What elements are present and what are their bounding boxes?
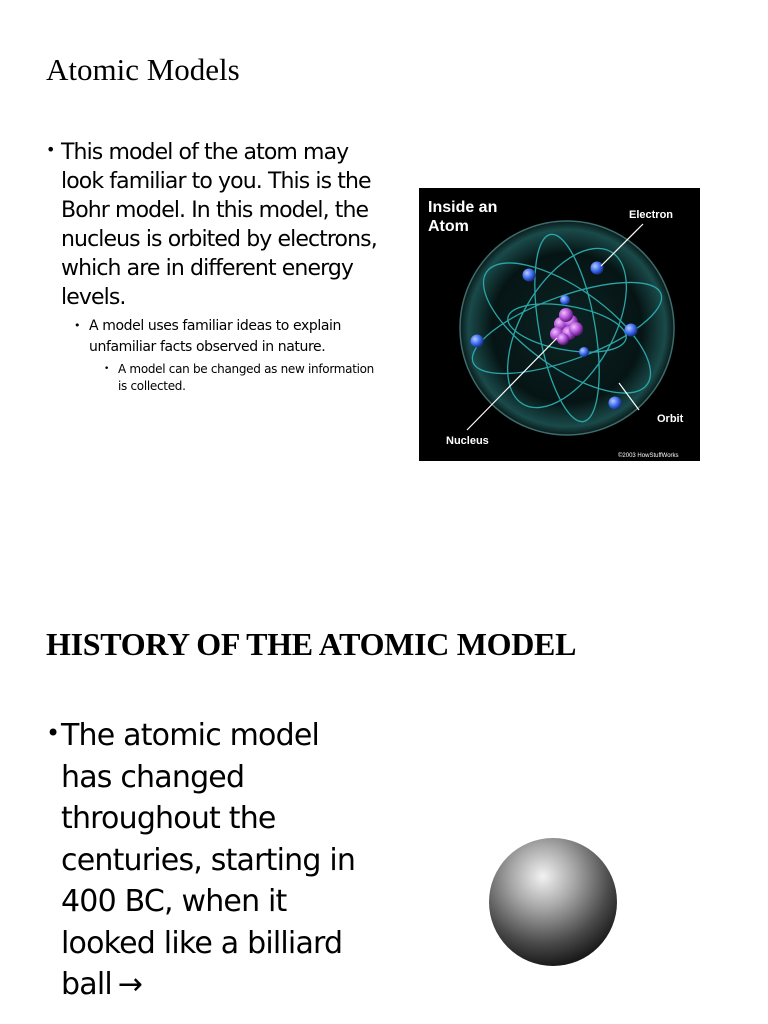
figure-credit: ©2003 HowStuffWorks [618,453,679,459]
slide-title: HISTORY OF THE ATOMIC MODEL [46,626,577,662]
bullet-history-text: The atomic model has changed throughout the centuries, starting in 400 BC, when it looked like a billiard ball [61,718,356,1002]
bullet-bohr-model: • This model of the atom may look familiar to you. This is the Bohr model. In this model, the nucleus is orbited by electrons, which are in different energy levels. [46,138,386,312]
label-orbit: Orbit [657,413,684,425]
sub-bullet-model-definition: • A model uses familiar ideas to explain unfamiliar facts observed in nature. [74,316,386,357]
slide-history-atomic-model [0,512,768,1024]
bullet-list [46,715,366,1006]
figure-title-line2: Atom [428,218,469,235]
bohr-atom-illustration [419,188,700,461]
right-arrow-icon: → [117,967,143,1002]
label-nucleus: Nucleus [446,435,489,447]
slide-title: Atomic Models [46,52,240,87]
bullet-list [46,138,386,395]
ball-sphere [489,838,617,966]
label-electron: Electron [629,209,674,221]
sub-sub-bullet-model-change: • A model can be changed as new information is collected. [104,361,386,395]
figure-title-line1: Inside an [428,199,498,216]
bullet-history [46,715,366,1006]
billiard-ball-illustration [485,838,621,974]
